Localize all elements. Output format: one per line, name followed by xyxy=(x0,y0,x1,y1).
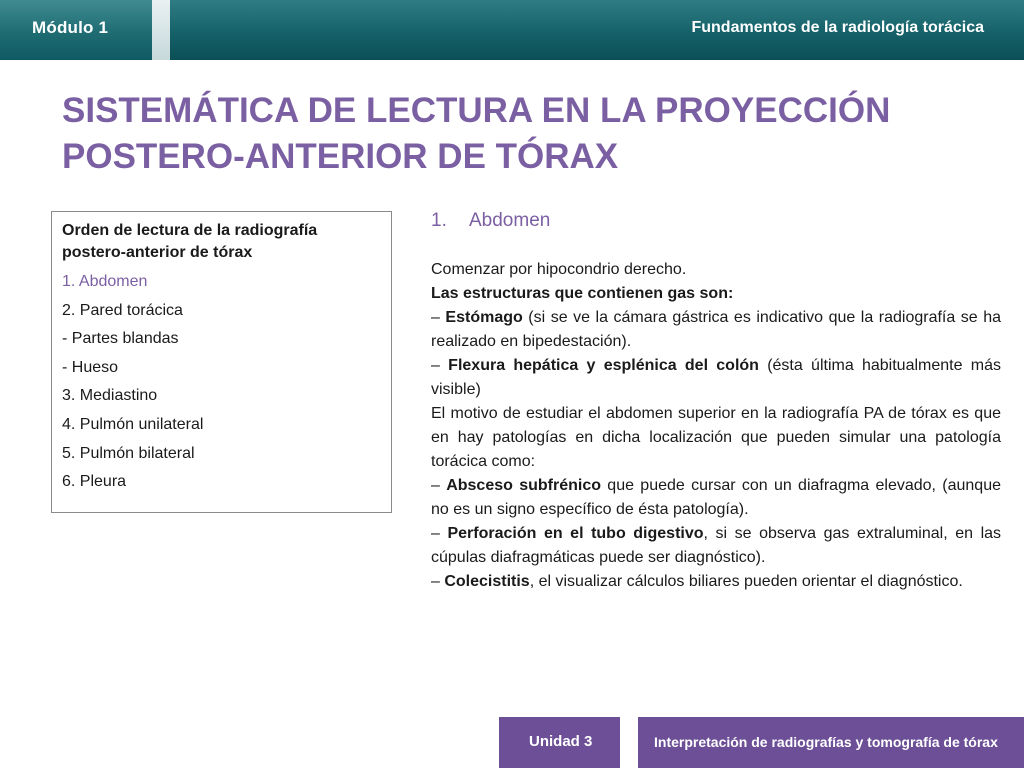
dash: – xyxy=(431,573,445,590)
reading-order-item: - Partes blandas xyxy=(62,330,179,348)
intro-text: Comenzar por hipocondrio derecho. xyxy=(431,261,687,278)
header-gap xyxy=(152,0,170,60)
perforation-term: Perforación en el tubo digestivo xyxy=(447,525,704,542)
abscess-text: que puede cursar con un diafragma elevado, (aunque no es un signo específico de ésta patología). xyxy=(431,477,1002,518)
reading-order-item: 2. Pared torácica xyxy=(62,301,183,319)
reading-order-item: 4. Pulmón unilateral xyxy=(62,415,204,433)
header-bar xyxy=(0,0,1024,60)
course-title: Fundamentos de la radiología torácica xyxy=(691,19,984,36)
section-title: Abdomen xyxy=(469,210,551,231)
slide-title-line-1: SISTEMÁTICA DE LECTURA EN LA PROYECCIÓN xyxy=(62,91,891,130)
cholecystitis-term: Colecistitis xyxy=(444,573,530,590)
reading-order-box xyxy=(51,211,392,513)
flexure-term: Flexura hepática y esplénica del colón xyxy=(448,357,759,374)
content-column xyxy=(431,208,1001,594)
reading-order-item: - Hueso xyxy=(62,358,119,376)
dash: – xyxy=(431,477,447,494)
abscess-term: Absceso subfrénico xyxy=(446,477,601,494)
flexure-text: (ésta última habitualmente más visible) xyxy=(431,357,1001,398)
section-heading xyxy=(431,208,1001,234)
reading-order-item: 1. Abdomen xyxy=(62,273,148,290)
dash: – xyxy=(431,525,448,542)
reading-order-item: 6. Pleura xyxy=(62,473,127,491)
stomach-text: (si se ve la cámara gástrica es indicativo que la radiografía se ha realizado en bipedestación). xyxy=(431,309,1002,350)
footer-course-label: Interpretación de radiografías y tomografía de tórax xyxy=(638,717,1024,768)
reading-order-heading: Orden de lectura de la radiografía postero-anterior de tórax xyxy=(62,222,318,261)
reading-order-item: 3. Mediastino xyxy=(62,387,158,405)
reading-order-item: 5. Pulmón bilateral xyxy=(62,444,195,462)
section-number: 1. xyxy=(431,210,447,231)
abscess-paragraph xyxy=(431,474,1001,522)
cholecystitis-paragraph xyxy=(431,570,1001,594)
perforation-text: , si se observa gas extraluminal, en las cúpulas diafragmáticas puede ser diagnóstico). xyxy=(431,525,1002,566)
unit-label: Unidad 3 xyxy=(499,717,620,768)
flexure-paragraph xyxy=(431,354,1001,402)
slide-title-line-2: POSTERO-ANTERIOR DE TÓRAX xyxy=(62,137,619,176)
section-body xyxy=(431,258,1001,594)
module-label: Módulo 1 xyxy=(32,18,109,37)
perforation-paragraph xyxy=(431,522,1001,570)
stomach-term: Estómago xyxy=(445,309,523,326)
reading-order-list xyxy=(62,268,381,497)
gas-structures-heading: Las estructuras que contienen gas son: xyxy=(431,285,734,302)
stomach-paragraph xyxy=(431,306,1001,354)
slide-title xyxy=(62,88,962,180)
dash: – xyxy=(431,309,446,326)
cholecystitis-text: , el visualizar cálculos biliares pueden orientar el diagnóstico. xyxy=(529,573,963,590)
reason-text: El motivo de estudiar el abdomen superior en la radiografía PA de tórax es que en hay patologías en dicha localización que pueden simular una patología torácica como: xyxy=(431,405,1001,470)
dash: – xyxy=(431,357,449,374)
